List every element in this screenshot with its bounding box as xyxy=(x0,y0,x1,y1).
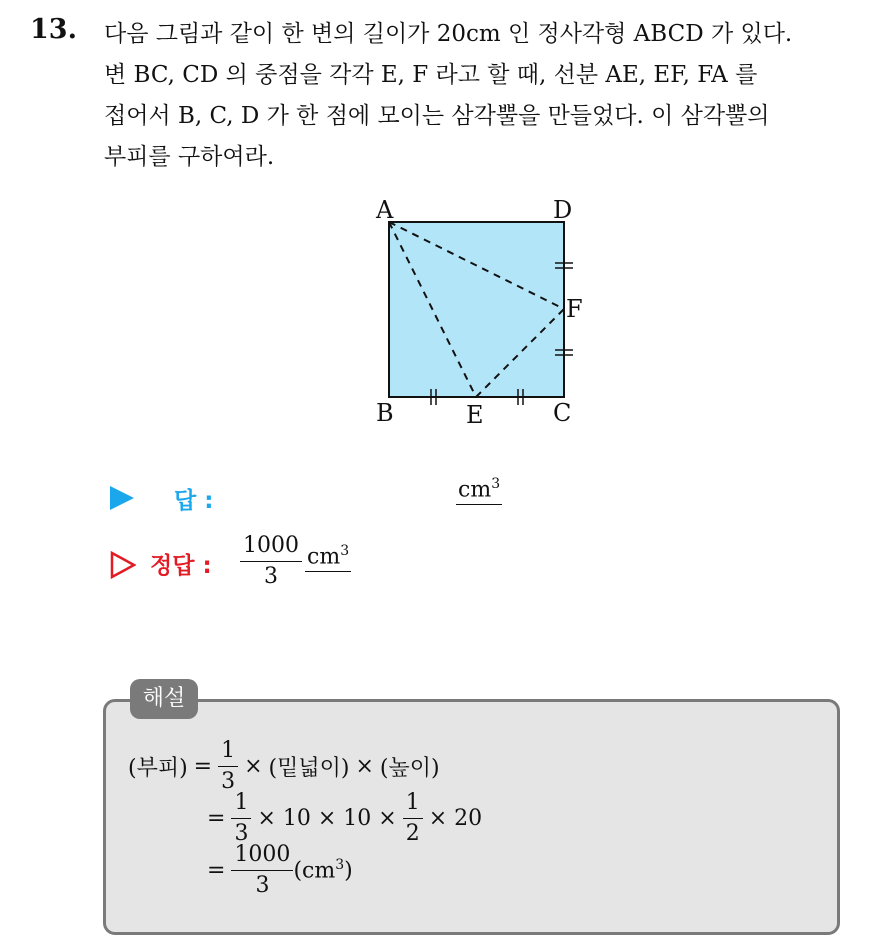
vertex-label-d: D xyxy=(553,196,573,224)
explanation-line-3 xyxy=(207,842,353,899)
equals-sign: = xyxy=(193,754,213,779)
explanation-line-1 xyxy=(128,738,440,795)
product-terms: × 10 × 10 × xyxy=(257,806,397,831)
unit-text: cm xyxy=(458,477,492,503)
fraction-denominator: 2 xyxy=(405,821,420,846)
fraction-numerator: 1 xyxy=(231,790,251,819)
fraction xyxy=(403,790,423,847)
solution-unit xyxy=(305,543,351,572)
unit-close: ) xyxy=(344,858,353,884)
vertex-label-c: C xyxy=(553,399,572,427)
unit-exponent: 3 xyxy=(340,543,350,559)
unit-text: cm xyxy=(307,544,341,570)
outline-triangle-icon xyxy=(110,551,136,579)
fraction-denominator: 3 xyxy=(264,564,278,589)
solution-fraction xyxy=(240,533,302,590)
fraction-denominator: 3 xyxy=(234,821,249,846)
volume-term: (부피) xyxy=(128,756,188,781)
fraction xyxy=(218,738,238,795)
fraction-numerator: 1 xyxy=(218,738,238,767)
fraction xyxy=(231,790,251,847)
equals-sign: = xyxy=(207,858,226,883)
fraction-numerator: 1000 xyxy=(231,842,293,871)
answer-label: 답 : xyxy=(174,488,214,514)
fraction-numerator: 1 xyxy=(403,790,423,819)
fraction-denominator: 3 xyxy=(221,769,236,794)
result-unit xyxy=(293,857,352,883)
product-terms: × 20 xyxy=(428,806,483,831)
times-sign: × xyxy=(244,754,263,779)
play-triangle-icon xyxy=(110,486,134,510)
problem-line: 부피를 구하여라. xyxy=(104,144,275,170)
fraction xyxy=(231,842,293,899)
unit-exponent: 3 xyxy=(491,476,501,492)
unit-text: (cm xyxy=(293,858,336,884)
equals-sign: = xyxy=(207,806,226,831)
vertex-label-a: A xyxy=(376,196,394,224)
problem-number: 13. xyxy=(30,14,77,45)
unit-exponent: 3 xyxy=(335,857,345,874)
vertex-label-e: E xyxy=(466,401,484,429)
vertex-label-f: F xyxy=(566,295,583,323)
answer-unit xyxy=(456,476,502,505)
times-sign: × xyxy=(355,754,374,779)
problem-line: 다음 그림과 같이 한 변의 길이가 20cm 인 정사각형 ABCD 가 있다. xyxy=(104,21,793,47)
square-figure xyxy=(370,190,610,435)
explanation-tag: 해설 xyxy=(130,679,198,719)
height-term: (높이) xyxy=(379,756,440,781)
problem-line: 변 BC, CD 의 중점을 각각 E, F 라고 할 때, 선분 AE, EF, FA 를 xyxy=(104,62,758,88)
fraction-numerator: 1000 xyxy=(240,533,302,562)
square-abcd xyxy=(389,222,564,397)
problem-line: 접어서 B, C, D 가 한 점에 모이는 삼각뿔을 만들었다. 이 삼각뿔의 xyxy=(104,103,770,129)
vertex-label-b: B xyxy=(376,399,394,427)
solution-label: 정답 : xyxy=(150,553,212,579)
explanation-line-2 xyxy=(207,790,482,847)
fraction-denominator: 3 xyxy=(255,873,270,898)
problem-text xyxy=(104,14,874,178)
base-area-term: (밑넓이) xyxy=(268,756,350,781)
